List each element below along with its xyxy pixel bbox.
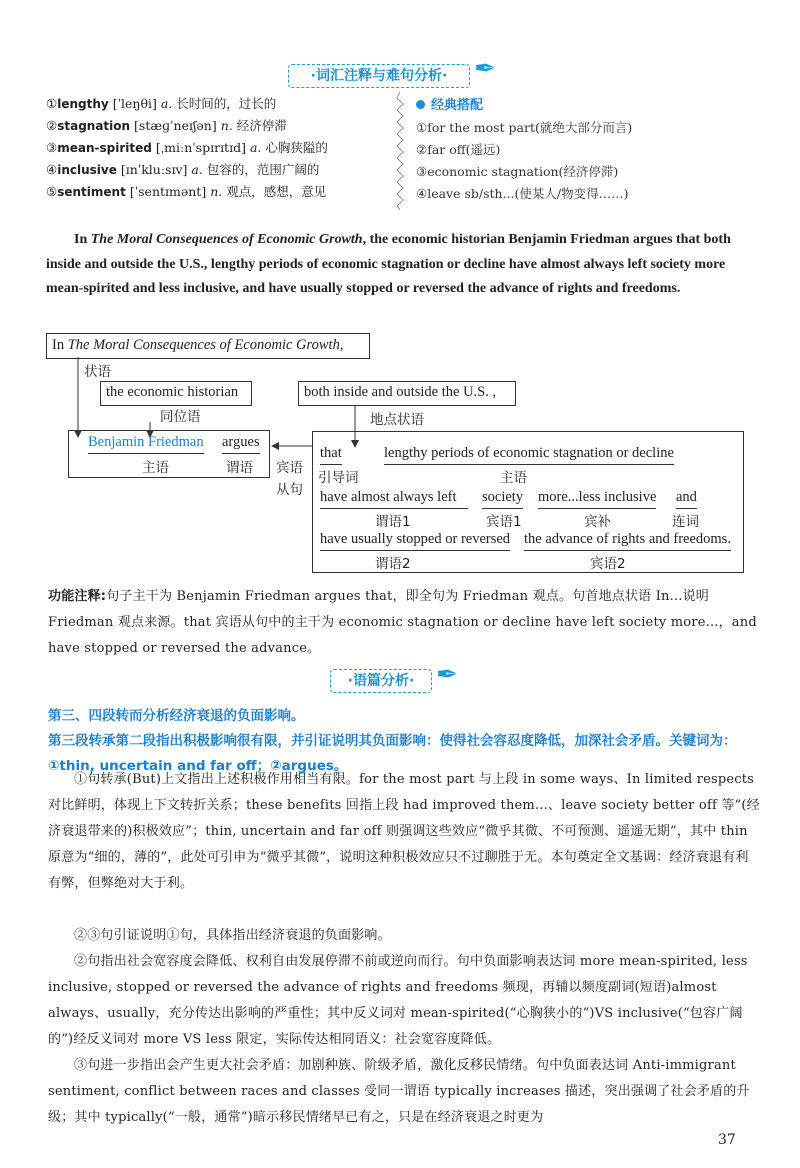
vocab-item: ④inclusive [ɪnˈkluːsɪv] a. 包容的，范围广阔的 [46, 162, 320, 177]
banner-title: ·语篇分析· [347, 673, 415, 689]
label-predicate-1: 谓语1 [375, 514, 411, 530]
analysis-heading-1: 第三、四段转而分析经济衰退的负面影响。 [48, 708, 305, 724]
feather-pen-icon: ✒ [436, 660, 458, 690]
collocation-item: ②far off(遥远) [416, 142, 501, 157]
collocation-title: 经典搭配 [416, 95, 756, 117]
label-appositive: 同位语 [160, 409, 201, 425]
predicate-2: have usually stopped or reversed [320, 531, 510, 551]
analysis-heading-2: 第三段转承第二段指出积极影响很有限，并引证说明其负面影响：使得社会容忍度降低，加深社会矛盾。关键词为：①thin, uncertain and far off；②argues。 [48, 733, 737, 774]
collocation-item: ④leave sb/sth...(使某人/物变得……) [416, 186, 629, 201]
label-subject: 主语 [142, 460, 169, 476]
verb: argues [222, 434, 260, 454]
function-note: 功能注释:句子主干为 Benjamin Friedman argues that，即全句为 Friedman 观点。句首地点状语 In...说明 Friedman 观点来源。that 宾语从句中的主干为 economic stagnation or decline have left society more...，and have stopped or reversed the advance。 [48, 589, 757, 656]
analysis-paragraph-1: ①句转承(But)上文指出上述积极作用相当有限。for the most part 与上段 in some ways、In limited respects 对比鲜明，体现上下文转折关系；these benefits 回指上段 had improved them...、leave society better off 等“(经济衰退带来的)积极效应”；thin, uncertain and far off 则强调这些效应“微乎其微、不可预测、遥遥无期”，其中 thin 原意为“细的，薄的”，此处可引申为“微乎其微”，说明这种积极效应只不过聊胜于无。本句奠定全文基调：经济衰退有利有弊，但弊绝对大于利。 [48, 772, 760, 891]
analysis-paragraph-3: ②句指出社会宽容度会降低、权利自由发展停滞不前或逆向而行。句中负面影响表达词 more mean-spirited, less inclusive, stopped or reversed the advance of rights and freedoms 频现，再辅以频度副词(短语)almost always、usually，充分传达出影响的严重性；其中反义词对 mean-spirited(“心胸狭小的”)VS inclusive(“包容广阔的”)经反义词对 more VS less 限定，实际传达相同语义：社会宽容度降低。 [48, 954, 748, 1047]
collocation-item: ①for the most part(就绝大部分而言) [416, 120, 633, 135]
label-that: 引导词 [318, 470, 359, 486]
appositive: the economic historian [106, 384, 239, 400]
label-object-2: 宾语2 [590, 556, 626, 572]
label-adverbial: 状语 [84, 364, 111, 380]
section-banner-discourse [330, 669, 432, 693]
collocation-item: ③economic stagnation(经济停滞) [416, 164, 619, 179]
label-complement: 宾补 [584, 514, 611, 530]
complement: more...less inclusive [538, 489, 656, 509]
clause-subject: lengthy periods of economic stagnation or decline [384, 445, 674, 465]
object-1: society [482, 489, 523, 509]
page-number: 37 [718, 1132, 736, 1148]
label-clause-subject: 主语 [500, 470, 527, 486]
conjunction: and [676, 489, 697, 509]
label-object: 宾语 [276, 460, 303, 476]
vocab-item: ③mean-spirited [ˌmiːnˈspɪrɪtɪd] a. 心胸狭隘的 [46, 140, 328, 155]
vocab-item: ②stagnation [stæɡˈneɪʃən] n. 经济停滞 [46, 118, 287, 133]
predicate-1: have almost always left [320, 489, 468, 509]
label-predicate: 谓语 [226, 460, 253, 476]
analysis-paragraph-4: ③句进一步指出会产生更大社会矛盾：加剧种族、阶级矛盾，激化反移民情绪。句中负面表达词 Anti-immigrant sentiment, conflict between races and classes 受同一谓语 typically increases 描述，突出强调了社会矛盾的升级；其中 typically(“一般，通常”)暗示移民情绪早已有之，只是在经济衰退之时更为 [48, 1058, 750, 1125]
vocab-item: ①lengthy [ˈleŋθi] a. 长时间的，过长的 [46, 96, 277, 111]
subject: Benjamin Friedman [88, 434, 204, 454]
analysis-paragraph-2: ②③句引证说明①句，具体指出经济衰退的负面影响。 [74, 928, 391, 943]
difficult-sentence: In The Moral Consequences of Economic Growth, the economic historian Benjamin Friedman argues that both inside and outside the U.S., lengthy periods of economic stagnation or decline have almost always left society more mean-spirited and less inclusive, and have usually stopped or reversed the advance of rights and freedoms. [46, 232, 731, 296]
label-conjunction: 连词 [672, 514, 699, 530]
label-predicate-2: 谓语2 [375, 556, 411, 572]
diagram-top-phrase: In The Moral Consequences of Economic Growth, [52, 337, 344, 353]
vocab-item: ⑤sentiment [ˈsentɪmənt] n. 观点，感想，意见 [46, 184, 327, 199]
label-place: 地点状语 [370, 412, 424, 428]
feather-pen-icon: ✒ [474, 54, 496, 84]
object-2: the advance of rights and freedoms. [524, 531, 731, 551]
banner-title: ·词汇注释与难句分析· [310, 68, 448, 84]
that: that [320, 445, 342, 465]
label-object-1: 宾语1 [486, 514, 522, 530]
place-phrase: both inside and outside the U.S. , [304, 384, 497, 400]
label-clause: 从句 [276, 482, 303, 498]
